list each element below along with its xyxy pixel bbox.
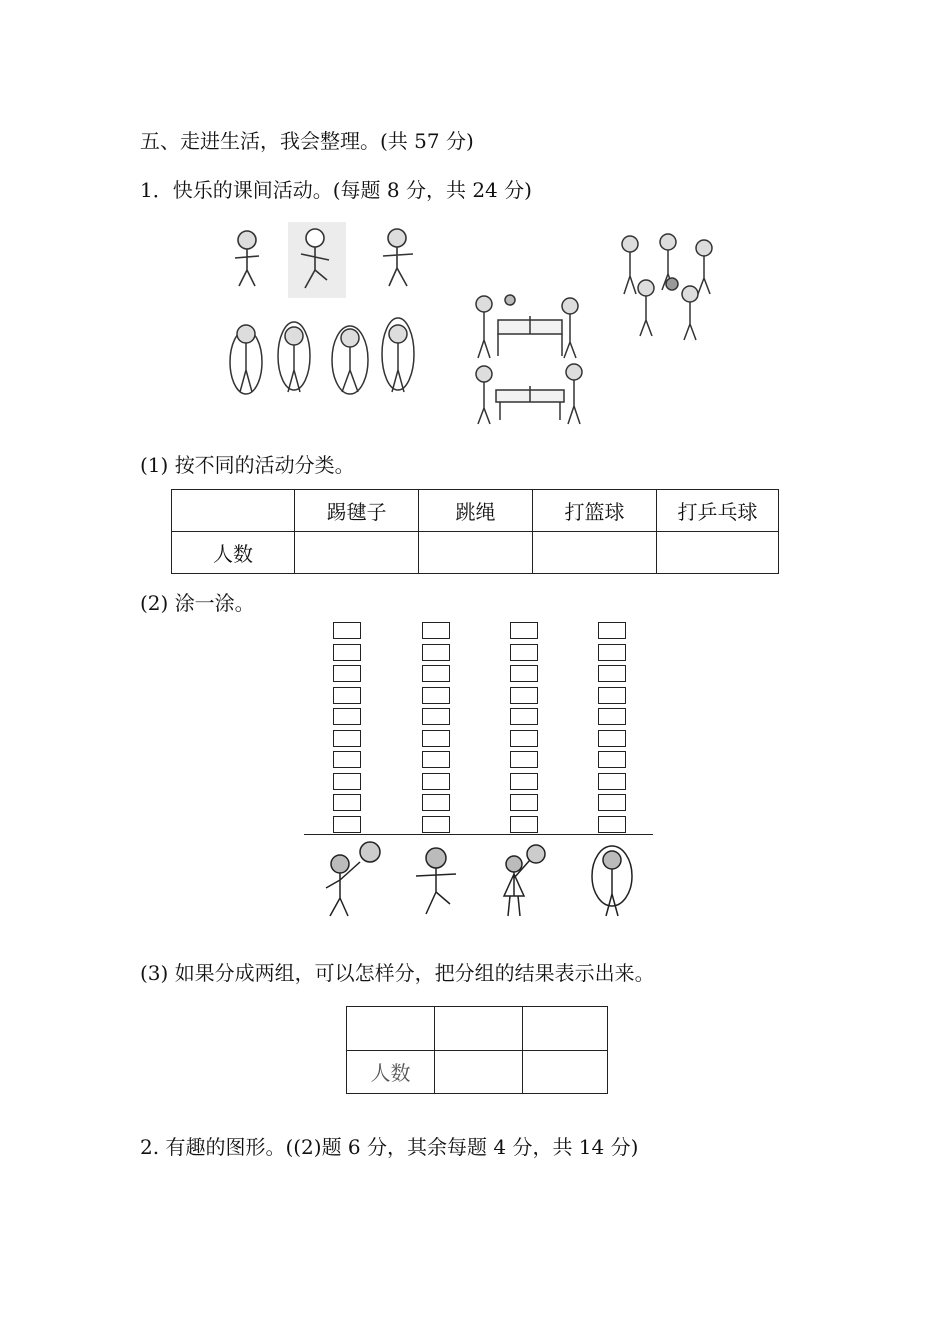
answer-cell[interactable] <box>435 1007 523 1051</box>
coloring-cell[interactable] <box>598 708 626 725</box>
coloring-column <box>333 622 361 837</box>
coloring-column <box>598 622 626 837</box>
coloring-cell[interactable] <box>333 730 361 747</box>
coloring-cell[interactable] <box>422 816 450 833</box>
child-figure-icon <box>383 229 413 286</box>
part-2-label: (2) 涂一涂。 <box>140 591 255 615</box>
table-row-label: 人数 <box>172 532 295 574</box>
ball-girl-icon <box>496 844 552 920</box>
coloring-cell[interactable] <box>598 773 626 790</box>
coloring-cell[interactable] <box>333 622 361 639</box>
chart-baseline <box>304 834 653 835</box>
coloring-cell[interactable] <box>422 751 450 768</box>
section-title: 五、走进生活，我会整理。(共 57 分) <box>140 129 474 153</box>
basketball-player-icon <box>318 840 384 920</box>
rope-jumpers-illustration <box>222 312 422 402</box>
coloring-cell[interactable] <box>598 665 626 682</box>
coloring-cell[interactable] <box>333 708 361 725</box>
coloring-cell[interactable] <box>598 644 626 661</box>
rope-jumper-icon <box>584 842 640 920</box>
table-header-table-tennis: 打乒乓球 <box>657 490 779 532</box>
coloring-cell[interactable] <box>598 687 626 704</box>
answer-cell[interactable] <box>435 1050 523 1094</box>
coloring-cell[interactable] <box>510 708 538 725</box>
coloring-cell[interactable] <box>422 644 450 661</box>
part-3-label: (3) 如果分成两组，可以怎样分，把分组的结果表示出来。 <box>140 961 655 985</box>
child-figure-icon <box>230 325 262 394</box>
coloring-cell[interactable] <box>598 622 626 639</box>
coloring-cell[interactable] <box>422 622 450 639</box>
coloring-cell[interactable] <box>598 751 626 768</box>
coloring-cell[interactable] <box>510 665 538 682</box>
table-header-blank <box>172 490 295 532</box>
table-header-shuttlecock: 踢毽子 <box>295 490 419 532</box>
activity-count-table <box>171 489 779 574</box>
table-row-label: 人数 <box>347 1050 435 1094</box>
coloring-cell[interactable] <box>510 644 538 661</box>
coloring-cell[interactable] <box>510 622 538 639</box>
table-header-basketball: 打篮球 <box>533 490 657 532</box>
child-figure-icon <box>382 318 414 392</box>
coloring-cell[interactable] <box>333 794 361 811</box>
child-figure-icon <box>278 322 310 392</box>
coloring-cell[interactable] <box>510 687 538 704</box>
table-header-jump-rope: 跳绳 <box>419 490 533 532</box>
answer-cell[interactable] <box>295 532 419 574</box>
shuttlecock-kicker-icon <box>408 844 464 918</box>
coloring-cell[interactable] <box>422 730 450 747</box>
child-figure-icon <box>332 326 368 394</box>
coloring-cell[interactable] <box>598 794 626 811</box>
shuttlecock-kickers-illustration <box>225 222 425 300</box>
coloring-cell[interactable] <box>510 730 538 747</box>
question-1-title: 1．快乐的课间活动。(每题 8 分，共 24 分) <box>140 178 532 202</box>
coloring-column <box>422 622 450 837</box>
coloring-cell[interactable] <box>422 687 450 704</box>
answer-cell[interactable] <box>347 1007 435 1051</box>
child-figure-icon <box>235 231 259 286</box>
answer-cell[interactable] <box>657 532 779 574</box>
coloring-cell[interactable] <box>598 816 626 833</box>
basketball-players-illustration <box>610 232 726 342</box>
coloring-cell[interactable] <box>422 794 450 811</box>
coloring-cell[interactable] <box>422 665 450 682</box>
coloring-cell[interactable] <box>422 708 450 725</box>
answer-cell[interactable] <box>419 532 533 574</box>
coloring-cell[interactable] <box>333 773 361 790</box>
child-figure-icon <box>288 222 346 298</box>
grouping-table <box>346 1006 608 1094</box>
coloring-cell[interactable] <box>333 644 361 661</box>
coloring-cell[interactable] <box>333 816 361 833</box>
answer-cell[interactable] <box>533 532 657 574</box>
answer-cell[interactable] <box>523 1007 608 1051</box>
question-2-title: 2. 有趣的图形。((2)题 6 分，其余每题 4 分，共 14 分) <box>140 1135 639 1159</box>
coloring-cell[interactable] <box>510 751 538 768</box>
coloring-cell[interactable] <box>510 794 538 811</box>
coloring-cell[interactable] <box>333 751 361 768</box>
coloring-cell[interactable] <box>422 773 450 790</box>
answer-cell[interactable] <box>523 1050 608 1094</box>
coloring-cell[interactable] <box>510 773 538 790</box>
coloring-cell[interactable] <box>598 730 626 747</box>
coloring-cell[interactable] <box>510 816 538 833</box>
coloring-cell[interactable] <box>333 665 361 682</box>
coloring-cell[interactable] <box>333 687 361 704</box>
table-tennis-illustration <box>470 290 590 428</box>
part-1-label: (1) 按不同的活动分类。 <box>140 453 355 477</box>
coloring-column <box>510 622 538 837</box>
